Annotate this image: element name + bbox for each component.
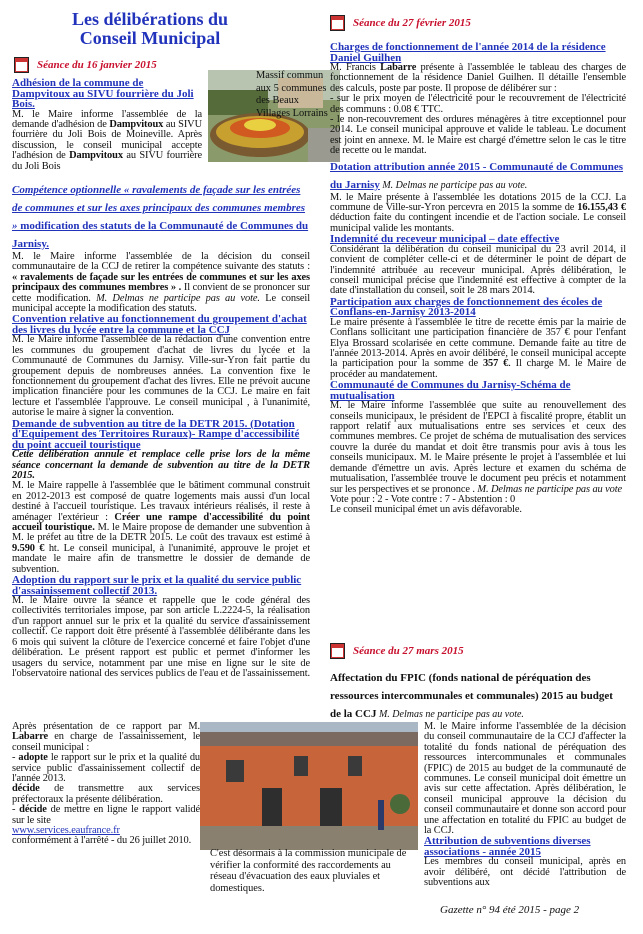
section-heading xyxy=(330,668,626,722)
text-run: décide xyxy=(12,783,40,795)
text-run: au SIVU fourrière du Joli Bois xyxy=(12,150,202,172)
text-run: présente à l'assemblée le tableau des charges de fonctionnement de la résidence Daniel Guilhen. Il détaille l'ensemble des calculs, poste par poste. Il propose de délibérer sur : xyxy=(330,62,626,94)
text-run: Le maire présente à l'assemblée le titre de recette émis par la mairie de Conflans sollicitant une participation financière de 357 € pour l'enfant Elya Brossard scolarisée en cette commune. Demande faite au titre de l'année 2013-2014. Après en avoir délibéré, le conseil municipal accepte la participation pour la somme de xyxy=(330,316,626,370)
text-run: Créer une rampe d'accessibilité du point accueil touristique. xyxy=(12,511,310,534)
section-body xyxy=(330,245,626,297)
heading-note: M. Delmas ne participe pas au vote. xyxy=(379,179,528,191)
text-run: . Il charge M. le Maire de procéder au mandatement. xyxy=(330,358,626,380)
section-heading: Indemnité du receveur municipal – date effective xyxy=(330,233,560,246)
section-body xyxy=(424,857,626,888)
section-heading xyxy=(330,157,626,193)
section-body xyxy=(424,722,626,836)
photo-caption-1: Massif commun aux 5 communes des Beaux Villages Lorrains xyxy=(256,70,328,119)
section-heading: Charges de fonctionnement de l'année 2014 de la résidence Daniel Guilhen xyxy=(330,41,606,64)
heading-text: Affectation du FPIC (fonds national de péréquation des ressources intercommunales et communales) 2015 au budget de la CCJ xyxy=(330,672,613,720)
heading-text: Dotation attribution année 2015 - Communauté de Communes du Jarnisy xyxy=(330,160,624,191)
heading-part-b: modification des statuts de la Communauté de Communes du Jarnisy. xyxy=(12,220,309,250)
calendar-icon xyxy=(330,643,345,659)
title-line-1: Les délibérations du xyxy=(71,9,229,29)
heading-note: M. Delmas ne participe pas au vote. xyxy=(376,709,524,720)
session-header-left xyxy=(14,56,157,74)
website-link[interactable]: www.services.eaufrance.fr xyxy=(12,825,120,837)
right-column-heading-6 xyxy=(330,668,626,722)
calendar-icon xyxy=(330,15,345,31)
list-item xyxy=(12,753,200,784)
text-run: 357 € xyxy=(482,358,509,370)
text-run: Dampvitoux xyxy=(109,118,164,130)
left-column xyxy=(12,180,310,679)
session-date: Séance du 27 février 2015 xyxy=(353,17,471,30)
text-run: M. le Maire informe l'assemblée de la décision du conseil communautaire de la CCJ d'affecter la totalité du fonds national de péréquation des ressources intercommunales et communales (FPIC) de 2015 au budget de la communauté de communes. Le conseil municipal doit émettre un avis sur cette affectation. Après délibération, le conseil municipal approuve la décision du conseil communautaire et donne son accord pour une affectation en totalité du FPIC au budget de la CCJ. xyxy=(424,721,626,837)
text-run: M. Delmas ne participe pas au vote. xyxy=(96,292,260,304)
calendar-icon xyxy=(14,57,29,73)
left-column-bottom xyxy=(12,722,200,847)
section-body xyxy=(12,722,200,753)
text-run: - xyxy=(12,752,19,764)
text-run: en charge de l'assainissement, le conseil municipal : xyxy=(12,731,200,753)
section-body xyxy=(330,401,626,495)
text-run: M. le Maire propose de demander une subvention à M. le préfet au titre de la DETR 2015. Le coût des travaux est estimé à xyxy=(12,522,310,544)
text-run: Considérant la délibération du conseil municipal du 23 avril 2014, il convient de compléter celle-ci et de déterminer le point de départ de l'indemnité attribuée au receveur municipal. Après délibération, le conseil municipal précise que l'indemnité est effective à compter de la date d'installation du conseil, soit le 28 mars 2014. xyxy=(330,243,626,297)
session-date: Séance du 27 mars 2015 xyxy=(353,645,464,658)
section-list-item: - le non-recouvrement des ordures ménagères à titre exceptionnel pour 2014. Le conseil municipal approuve et valide le tableau. Le document est joint en annexe. M. le Maire est chargé d'émettre selon le cas le titre de recette ou le mandat. xyxy=(330,114,626,157)
text-run: ht. Le conseil municipal, à l'unanimité, approuve le projet et mandate le maire afin de transmettre le dossier de demande de subvention. xyxy=(12,542,310,575)
right-column-bottom xyxy=(424,722,626,889)
text-run: déduction faite du contingent incendie et de l'action sociale. Le conseil municipal valide les montants. xyxy=(330,212,626,234)
text-run: M. Delmas ne participe pas au vote xyxy=(477,483,623,495)
section-heading: Convention relative au fonctionnement du groupement d'achat des livres du lycée entre la commune et la CCJ xyxy=(12,313,307,336)
section-body xyxy=(12,481,310,575)
section-body xyxy=(12,252,310,314)
text-run: M. le Maire informe l'assemblée que suite au renouvellement des conseils municipaux, le président de l'EPCI à fiscalité propre, établit un rapport relatif aux mutualisations entre ses services et ceux des communes membres. Ce projet de schéma de mutualisation des services couvre la durée du mandat et doit être transmis pour avis à tous les conseils municipaux. M. le Maire présente le projet à l'assemblée et lui demande d'émettre un avis. Après lecture et examen du schéma de mutualisation, l'assemblée trouve le document peu précis et notamment sur les perspectives et se prononce . xyxy=(330,400,626,495)
text-run: au SIVU fourrière du Joli Bois de Moineville. Après discussion, le conseil municipal accepte l'adhésion de xyxy=(12,118,202,162)
page-footer: Gazette n° 94 été 2015 - page 2 xyxy=(440,904,580,916)
text-run: Labarre xyxy=(380,62,417,73)
text-run: « ravalements de façade sur les entrées de communes et sur les axes principaux des communes membres » . xyxy=(12,271,310,294)
text-run: Dampvitoux xyxy=(69,150,123,162)
section-heading xyxy=(12,180,310,252)
heading-part-a: Compétence optionnelle « ravalements de façade sur les entrées de communes et sur les axes principaux des communes membres » xyxy=(12,184,306,232)
text-run: de transmettre aux services préfectoraux la présente délibération. xyxy=(12,783,200,805)
section-body xyxy=(330,193,626,235)
text-run: Le conseil municipal accepte la modification des statuts. xyxy=(12,292,310,315)
section-heading: Participation aux charges de fonctionnement des écoles de Conflans-en-Jarnisy 2013-2014 xyxy=(330,295,603,319)
section-body xyxy=(12,110,202,172)
photo-building xyxy=(200,722,418,850)
text-run: M. le Maire rappelle à l'assemblée que le bâtiment communal construit en 2012-2013 est composé de quatre logements mais aussi d'un local destiné à l'accueil touristique. Les travaux intérieurs réalisés, il reste à aménager l'extérieur : xyxy=(12,480,310,523)
section-heading: Communauté de Communes du Jarnisy-Schéma de mutualisation xyxy=(330,379,571,402)
text-run: Après présentation de ce rapport par M. xyxy=(12,721,200,732)
left-column-top xyxy=(12,78,202,172)
section-heading: Demande de subvention au titre de la DETR 2015. (Dotation d'Equipement des Territoires Ruraux)- Rampe d'accessibilité du point accueil touristique xyxy=(12,417,300,451)
section-heading: Adhésion de la commune de Dampvitoux au SIVU fourrière du Joli Bois. xyxy=(12,77,194,110)
text-run: décide xyxy=(19,804,47,816)
text-run: adopte xyxy=(18,752,48,764)
section-heading: Adoption du rapport sur le prix et la qualité du service public d'assainissement collectif 2013. xyxy=(12,574,302,597)
vote-result: Vote pour : 2 - Vote contre : 7 - Abstention : 0 xyxy=(330,493,516,505)
section-body xyxy=(12,335,310,418)
session-header-right-1 xyxy=(330,14,471,32)
photo-caption-2: C'est désormais à la commission municipale de vérifier la conformité des raccordements au réseau d'évacuation des eaux pluviales et domestiques. xyxy=(210,848,407,894)
text-run: M. Francis xyxy=(330,62,381,73)
page-title xyxy=(20,10,280,48)
section-note: Cette délibération annule et remplace celle prise lors de la même séance concernant la demande de subvention au titre de la DETR 2015. xyxy=(12,449,310,481)
text-run: M. le Maire informe l'assemblée de la rédaction d'une convention entre les communes du groupement d'achat de livres du lycée et la Communauté de Communes du Jarnisy. Ville-sur-Yron fait partie du groupement depuis de nombreuses années. La convention fixe le fonctionnement du groupement d'achat des livres. Elle ne prévoit aucune implication financière pour les communes de la CCJ. Le maire en fait lecture et l'assemblée l'approuve. Le conseil municipal , à l'unanimité, autorise le maire à signer la convention. xyxy=(12,334,310,419)
text-run: M. le Maire ouvre la séance et rappelle que le code général des collectivités territoriales impose, par son article L.2224-5, la réalisation d'un rapport annuel sur le prix et la qualité du service d'assainissement collectif. Ce rapport doit être présenté à l'assemblée délibérante dans les 6 mois qui suivent la clôture de l'exercice concerné et faire l'objet d'une délibération. Le présent rapport est public et permet d'informer les usagers du service, notamment par une mise en ligne sur le site de l'observatoire national des services publics de l'eau et de l'assainissement. xyxy=(12,595,310,679)
text-run: Labarre xyxy=(12,731,49,743)
text-run: 16.155,43 € xyxy=(577,202,626,214)
text-run: M. le Maire présente à l'assemblée les dotations 2015 de la CCJ. La commune de Ville-sur-Yron percevra en 2015 la somme de xyxy=(330,191,626,214)
section-list-item: - sur le prix moyen de l'électricité pour le recouvrement de l'électricité des communs : 0.08 € TTC. xyxy=(330,93,626,115)
text-run: M. le Maire informe l'assemblée de la décision du conseil communautaire de la CCJ de retirer la compétence suivante des statuts : xyxy=(12,251,310,273)
section-body xyxy=(330,318,626,380)
text-run: le rapport sur le prix et la qualité du service public d'assainissement collectif de l'année 2013. xyxy=(12,752,201,785)
section-end: conformément à l'arrêté - du 26 juillet 2010. xyxy=(12,835,192,847)
list-item xyxy=(12,784,200,805)
section-body xyxy=(12,596,310,679)
session-header-right-2 xyxy=(330,642,464,660)
text-run: - xyxy=(12,804,20,816)
text-run: 9.590 € xyxy=(12,542,45,554)
section-heading: Attribution de subventions diverses associations - année 2015 xyxy=(424,835,591,858)
section-body xyxy=(330,63,626,94)
list-item xyxy=(12,805,200,826)
session-date: Séance du 16 janvier 2015 xyxy=(37,59,157,72)
title-line-2: Conseil Municipal xyxy=(79,28,221,48)
text-run: Les membres du conseil municipal, après en avoir délibéré, ont décidé l'attribution de subventions aux xyxy=(424,856,626,889)
right-column-top xyxy=(330,42,626,516)
section-end: Le conseil municipal émet un avis défavorable. xyxy=(330,504,522,516)
text-run: Il convient de se prononcer sur cette modification. xyxy=(12,282,310,304)
text-run: M. le Maire informe l'assemblée de la demande d'adhésion de xyxy=(12,108,202,130)
text-run: de mettre en ligne le rapport validé sur le site xyxy=(12,804,201,826)
